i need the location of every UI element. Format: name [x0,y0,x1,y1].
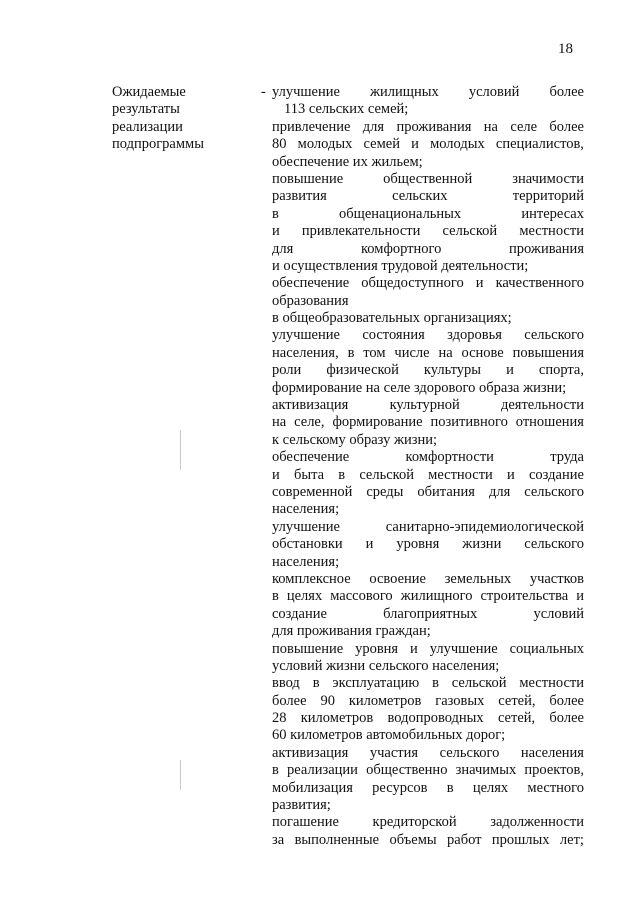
text-line [272,780,584,797]
text-word: условий [533,605,584,622]
text-word: сетей, [497,710,536,727]
text-line: населения; [272,501,340,518]
text-line [272,832,584,849]
text-word: прошлых [491,831,550,848]
text-word: в [272,205,279,222]
text-line [272,188,584,205]
text-word: ресурсов [372,779,428,796]
text-word: сельского [524,483,584,500]
text-word: повышения [512,344,584,361]
text-word: привлечение [272,118,351,135]
text-word: объемы [389,831,437,848]
text-word: и [411,136,419,153]
text-word: в [272,588,279,605]
text-word: местности [428,466,493,483]
text-line [272,362,584,379]
text-line: населения; [272,553,340,570]
row-label-line: подпрограммы [112,136,204,153]
text-word: в [338,466,346,483]
text-word: социальных [509,640,584,657]
text-word: позитивного [430,414,508,431]
results-text [272,84,584,849]
text-word: общедоступного [361,275,464,292]
text-word: земельных [444,570,512,587]
text-line [272,571,584,588]
text-word: жилищного [400,588,473,605]
text-line [272,641,584,658]
text-word: проживания [509,240,584,257]
text-word: селе [510,118,538,135]
text-word: 80 [272,136,287,153]
row-label-line: Ожидаемые [112,84,186,100]
row-label-line: реализации [112,118,183,135]
text-line [272,327,584,344]
text-word: сетей, [498,692,536,709]
text-word: числе [394,344,430,361]
text-word: сельских [392,188,448,205]
text-word: труда [550,449,584,466]
text-line [272,814,584,831]
text-word: значимых [455,762,517,779]
text-line: в общеобразовательных организациях; [272,310,512,327]
text-line [272,414,584,431]
text-line [272,693,584,710]
text-word: реализации [287,762,358,779]
page-number: 18 [558,41,573,57]
text-word: 28 [272,710,287,727]
text-line: для проживания граждан; [272,623,431,640]
text-word: современной [272,483,353,500]
text-line [272,536,584,553]
text-line [272,675,584,692]
text-word: лет; [559,831,584,848]
text-word: обстановки [272,536,343,553]
text-line: развития; [272,797,331,814]
text-word: общенациональных [339,205,462,222]
text-line [272,745,584,762]
text-word: и [576,588,584,605]
text-word: культуры [423,362,482,379]
text-word: формирование [332,414,423,431]
text-word: развития [272,188,327,205]
text-word: состояния [362,327,425,344]
text-word: и [507,466,515,483]
text-word: и [365,536,374,553]
text-word: создание [529,466,584,483]
text-word: в [347,344,355,361]
text-word: обеспечение [272,275,350,292]
text-word: выполненные [294,831,380,848]
text-word: на [438,344,453,361]
text-word: специалистов, [495,136,584,153]
text-word: физической [326,362,399,379]
text-word: сельского [439,744,500,761]
text-line [272,275,584,292]
text-word: на [483,118,498,135]
text-word: улучшение [272,84,340,100]
text-word: более [549,710,584,727]
text-word: населения, [272,344,339,361]
text-word: эксплуатацию [332,675,420,692]
text-line [272,710,584,727]
list-dash: - [261,84,266,100]
text-word: километров [300,710,374,727]
scan-margin-mark [180,430,181,470]
text-word: сельского [524,536,584,553]
row-label-line: результаты [112,101,180,118]
text-word: жизни [462,536,502,553]
text-word: на [272,414,287,431]
scan-margin-mark [180,760,181,790]
text-word: населения [520,744,584,761]
text-word: километров [348,692,422,709]
text-line [272,171,584,188]
text-word: водопроводных [387,710,484,727]
text-word: территорий [512,188,584,205]
text-word: кредиторской [372,814,457,831]
text-word: в [432,675,439,692]
text-word: быта [293,466,325,483]
text-line [272,519,584,536]
text-line [272,449,584,466]
text-word: строительства [480,588,569,605]
text-word: отношения [515,414,584,431]
text-word: здоровья [447,327,502,344]
text-word: в [312,675,320,692]
text-line: 113 сельских семей; [284,101,409,118]
text-line [272,206,584,223]
text-word: для [362,118,385,135]
text-word: комфортности [405,449,494,466]
text-word: создание [272,605,327,622]
text-word: благоприятных [383,605,478,622]
text-line: образования [272,292,349,309]
text-word: для [488,483,511,500]
text-word: целях [472,779,509,796]
text-line: обеспечение их жильем; [272,153,423,170]
text-word: в [446,779,454,796]
text-word: за [272,831,285,848]
text-word: роли [272,362,302,379]
text-word: повышение [272,170,344,187]
text-word: деятельности [500,397,584,414]
text-word: сельской [442,223,498,240]
text-word: интересах [521,205,584,222]
text-word: молодых [430,136,485,153]
text-line [272,484,584,501]
text-word: уровня [396,536,440,553]
text-word: уровня [355,640,399,657]
text-word: культурной [389,397,460,414]
text-word: сельской [359,466,414,483]
text-line [272,84,584,101]
text-word: семей [363,136,400,153]
text-word: повышение [272,640,344,657]
text-word: спорта, [538,362,584,379]
row-label [112,84,252,154]
text-word: работ [447,831,482,848]
text-word: молодых [297,136,353,153]
text-line [272,397,584,414]
text-word: и [506,362,514,379]
text-word: общественной [383,170,473,187]
text-line [272,119,584,136]
text-word: мобилизация [272,779,353,796]
text-line [272,762,584,779]
text-word: участков [529,570,584,587]
text-word: ввод [272,675,300,692]
text-word: жилищных [370,84,439,100]
text-line: 60 километров автомобильных дорог; [272,727,506,744]
text-word: селе, [294,414,325,431]
text-word: сельского [524,327,584,344]
text-word: комплексное [272,570,351,587]
text-line [272,345,584,362]
text-word: более [549,692,584,709]
text-word: улучшение [272,518,340,535]
text-word: более [549,118,584,135]
text-word: более [549,84,584,100]
text-word: общественно [366,762,448,779]
text-word: целях [286,588,323,605]
text-word: местного [527,779,584,796]
text-line: условий жизни сельского населения; [272,657,500,674]
text-line: и осуществления трудовой деятельности; [272,257,529,274]
text-word: улучшение [429,640,498,657]
text-word: активизация [272,397,349,414]
text-word: обитания [417,483,475,500]
text-line: к сельскому образу жизни; [272,431,438,448]
text-word: активизация [272,744,349,761]
text-line [272,223,584,240]
text-word: санитарно-эпидемиологической [385,518,584,535]
text-word: газовых [435,692,485,709]
text-word: и [475,275,484,292]
text-word: и [410,640,418,657]
text-line [272,136,584,153]
text-word: комфортного [360,240,442,257]
text-word: среды [366,483,404,500]
text-word: условий [468,84,520,100]
text-word: местности [519,223,584,240]
text-line: формирование на селе здорового образа жизни; [272,379,567,396]
text-line [272,588,584,605]
text-word: том [363,344,386,361]
text-word: привлекательности [301,223,421,240]
text-word: значимости [512,170,584,187]
text-word: погашение [272,814,339,831]
text-word: основе [461,344,504,361]
text-word: 90 [320,692,335,709]
text-word: улучшение [272,327,340,344]
text-word: задолженности [490,814,584,831]
text-word: участия [369,744,419,761]
text-line [272,606,584,623]
text-word: более [272,692,307,709]
text-word: качественного [495,275,584,292]
text-line [272,467,584,484]
text-word: местности [519,675,584,692]
text-word: проживания [396,118,472,135]
text-word: освоение [369,570,426,587]
text-word: и [272,466,280,483]
text-word: массового [330,588,393,605]
text-word: сельской [451,675,507,692]
text-word: обеспечение [272,449,350,466]
text-line [272,241,584,258]
text-word: в [272,762,279,779]
text-word: для [272,240,294,257]
text-word: и [272,223,280,240]
text-word: проектов, [524,762,584,779]
